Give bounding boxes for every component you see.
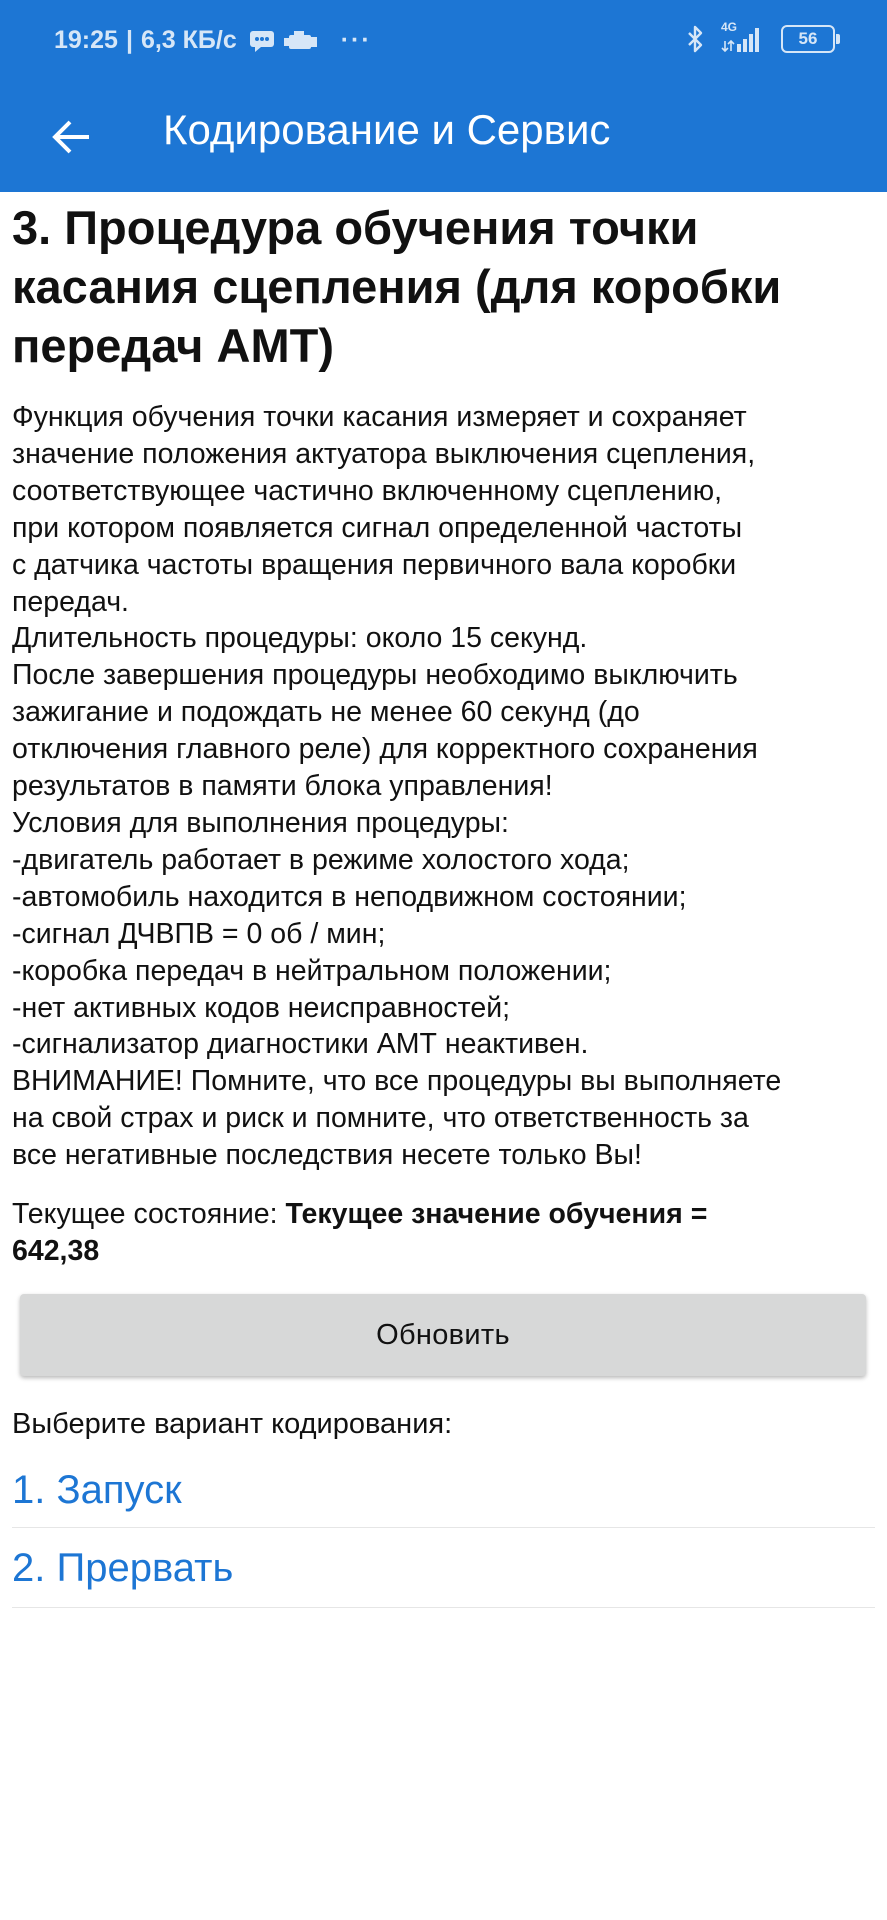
status-left [54,26,372,55]
description-line: результатов в памяти блока управления! [12,770,553,803]
description-line: зажигание и подождать не менее 60 секунд (до [12,696,640,729]
toolbar [0,82,887,192]
description-line: с датчика частоты вращения первичного вала коробки [12,548,737,581]
current-state [12,1196,876,1270]
network-speed: 6,3 КБ/с [140,26,237,54]
page-title-line: 3. Процедура обучения точки [12,201,699,254]
page-title-line: касания сцепления (для коробки [12,260,782,313]
description-line: значение положения актуатора выключения сцепления, [12,437,756,470]
description-line: -нет активных кодов неисправностей; [12,991,511,1024]
arrow-back-icon [51,120,91,154]
signal-strength-icon [721,24,765,54]
car-engine-icon [283,29,319,53]
more-notifications-icon: ··· [340,26,372,54]
description-line: все негативные последствия несете только Вы! [12,1139,642,1172]
description-line: Длительность процедуры: около 15 секунд. [12,622,588,655]
description-line: ВНИМАНИЕ! Помните, что все процедуры вы выполняете [12,1065,782,1098]
status-separator: | [125,26,133,54]
description-line: -двигатель работает в режиме холостого хода; [12,843,630,876]
status-time: 19:25 [54,26,118,54]
page-title-line: передач АМТ) [12,319,334,372]
current-state-number: 642,38 [12,1235,100,1268]
content [12,198,876,1270]
choose-coding-label: Выберите вариант кодирования: [12,1408,453,1440]
description-line: Условия для выполнения процедуры: [12,806,509,839]
description-line: соответствующее частично включенному сцеплению, [12,474,723,507]
app-bar [0,0,887,192]
description-line: -сигнал ДЧВПВ = 0 об / мин; [12,917,386,950]
description-line: -автомобиль находится в неподвижном состоянии; [12,880,687,913]
current-state-value: Текущее значение обучения = [285,1198,708,1231]
description-line: Функция обучения точки касания измеряет и сохраняет [12,401,747,433]
message-icon [249,30,275,52]
description-line: при котором появляется сигнал определенной частоты [12,511,743,544]
description-line: на свой страх и риск и помните, что ответственность за [12,1102,749,1135]
coding-options-list [12,1452,875,1608]
current-state-label: Текущее состояние: [12,1198,286,1231]
description-line: отключения главного реле) для корректного сохранения [12,733,758,766]
toolbar-title: Кодирование и Сервис [163,106,611,153]
back-button[interactable] [36,102,106,172]
refresh-button[interactable]: Обновить [20,1294,866,1376]
description-line: передач. [12,585,129,618]
page-title [12,198,876,375]
procedure-description [12,399,876,1174]
bluetooth-icon [687,25,705,53]
description-line: -коробка передач в нейтральном положении; [12,954,612,987]
description-line: После завершения процедуры необходимо выключить [12,659,738,692]
status-bar [0,0,887,82]
signal-group [721,20,765,54]
option-start[interactable]: 1. Запуск [12,1452,875,1528]
network-type: 4G [721,20,738,34]
option-abort[interactable]: 2. Прервать [12,1528,875,1608]
description-line: -сигнализатор диагностики АМТ неактивен. [12,1028,589,1061]
status-right [687,20,835,54]
battery-icon: 56 [781,25,835,53]
